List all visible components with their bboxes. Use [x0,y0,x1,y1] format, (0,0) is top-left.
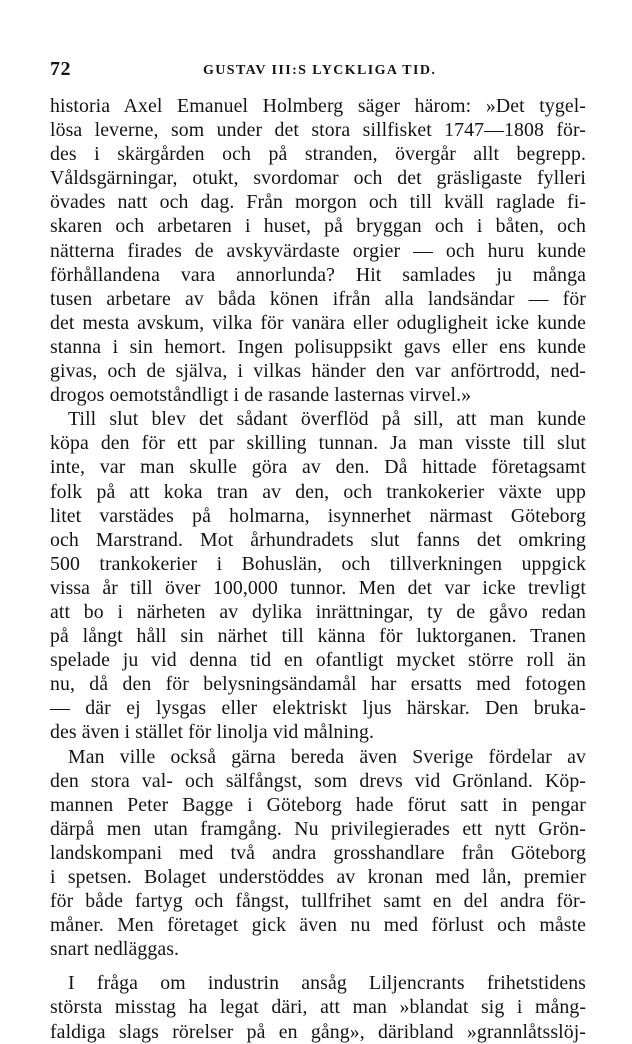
text-line: skaren och arbetaren i huset, på bryggan och i båten, och [50,215,586,238]
paragraph [50,745,586,962]
text-line: snart nedläggas. [50,938,180,961]
text-line: inte, var man skulle göra av den. Då hittade företagsamt [50,456,586,479]
text-line: tusen arbetare av båda könen ifrån alla landsändar — för [50,287,586,310]
text-line: stanna i sin hemort. Ingen polisuppsikt gavs eller ens kunde [50,335,586,358]
text-line: lösa leverne, som under det stora sillfisket 1747—1808 för- [50,119,586,142]
text-line: des i skärgården och på stranden, övergår allt begrepp. [50,143,586,166]
text-line: folk på att koka tran av den, och trankokerier växte upp [50,480,586,503]
text-line: nätterna firades de avskyvärdaste orgier — och huru kunde [50,239,586,262]
text-line: vissa år till över 100,000 tunnor. Men det var icke trevligt [50,576,586,599]
text-line: landskompani med två andra grosshandlare från Göteborg [50,841,586,864]
text-line: den stora val- och sälfångst, som drevs vid Grönland. Köp- [50,769,586,792]
text-line: nu, då den för belysningsändamål har ersatts med fotogen [50,673,586,696]
text-line: det mesta avskum, vilka för vanära eller odugligheit icke kunde [50,311,586,334]
text-line: på långt håll sin närhet till känna för luktorganen. Tranen [50,625,586,648]
text-line: spelade ju vid denna tid en ofantligt mycket större roll än [50,649,586,672]
text-line: köpa den för ett par skilling tunnan. Ja man visste till slut [50,432,586,455]
text-line: Till slut blev det sådant överflöd på sill, att man kunde [68,408,586,431]
text-line: måner. Men företaget gick även nu med förlust och måste [50,914,586,937]
text-line: 500 trankokerier i Bohuslän, och tillverkningen uppgick [50,552,586,575]
text-line: — där ej lysgas eller elektriskt ljus härskar. Den bruka- [50,697,586,720]
text-line: största misstag ha legat däri, att man »blandat sig i mång- [50,996,586,1019]
text-line: förhållandena vara annorlunda? Hit samlades ju många [50,263,586,286]
text-line: Man ville också gärna bereda även Sverige fördelar av [68,745,586,768]
text-line: i spetsen. Bolaget understöddes av kronan med lån, premier [50,866,586,888]
paragraph [50,971,586,1043]
text-line: Våldsgärningar, otukt, svordomar och det gräsligaste fylleri [50,167,586,190]
text-line: des även i stället för linolja vid målning. [50,721,375,744]
text-line: historia Axel Emanuel Holmberg säger härom: »Det tygel- [50,95,586,117]
paragraph [50,94,586,407]
paragraph-gap [50,961,586,971]
running-head: GUSTAV III:S LYCKLIGA TID. [203,63,437,78]
body-text [50,94,586,1044]
text-line: givas, och de själva, i vilkas händer den var anförtrodd, ned- [50,360,586,383]
text-line: mannen Peter Bagge i Göteborg hade förut satt in pengar [50,793,586,816]
text-line: drogos oemotståndligt i de rasande lasternas virvel.» [50,384,472,407]
text-line: därpå men utan framgång. Nu privilegierades ett nytt Grön- [50,817,586,840]
page-header [50,58,586,84]
text-line: faldiga slags rörelser på en gång», däribland »grannlåtsslöj- [50,1020,586,1043]
text-line: I fråga om industrin ansåg Liljencrants frihetstidens [68,972,586,995]
text-line: litet varstädes på holmarna, isynnerhet närmast Göteborg [50,504,586,527]
text-line: övades natt och dag. Från morgon och till kväll raglade fi- [50,191,586,214]
page-number: 72 [50,58,71,80]
text-line: att bo i närheten av dylika inrättningar, ty de gåvo redan [50,600,586,623]
text-line: och Marstrand. Mot århundradets slut fanns det omkring [50,528,586,551]
paragraph [50,407,586,744]
text-line: för både fartyg och fångst, tullfrihet samt en del andra för- [50,890,586,913]
